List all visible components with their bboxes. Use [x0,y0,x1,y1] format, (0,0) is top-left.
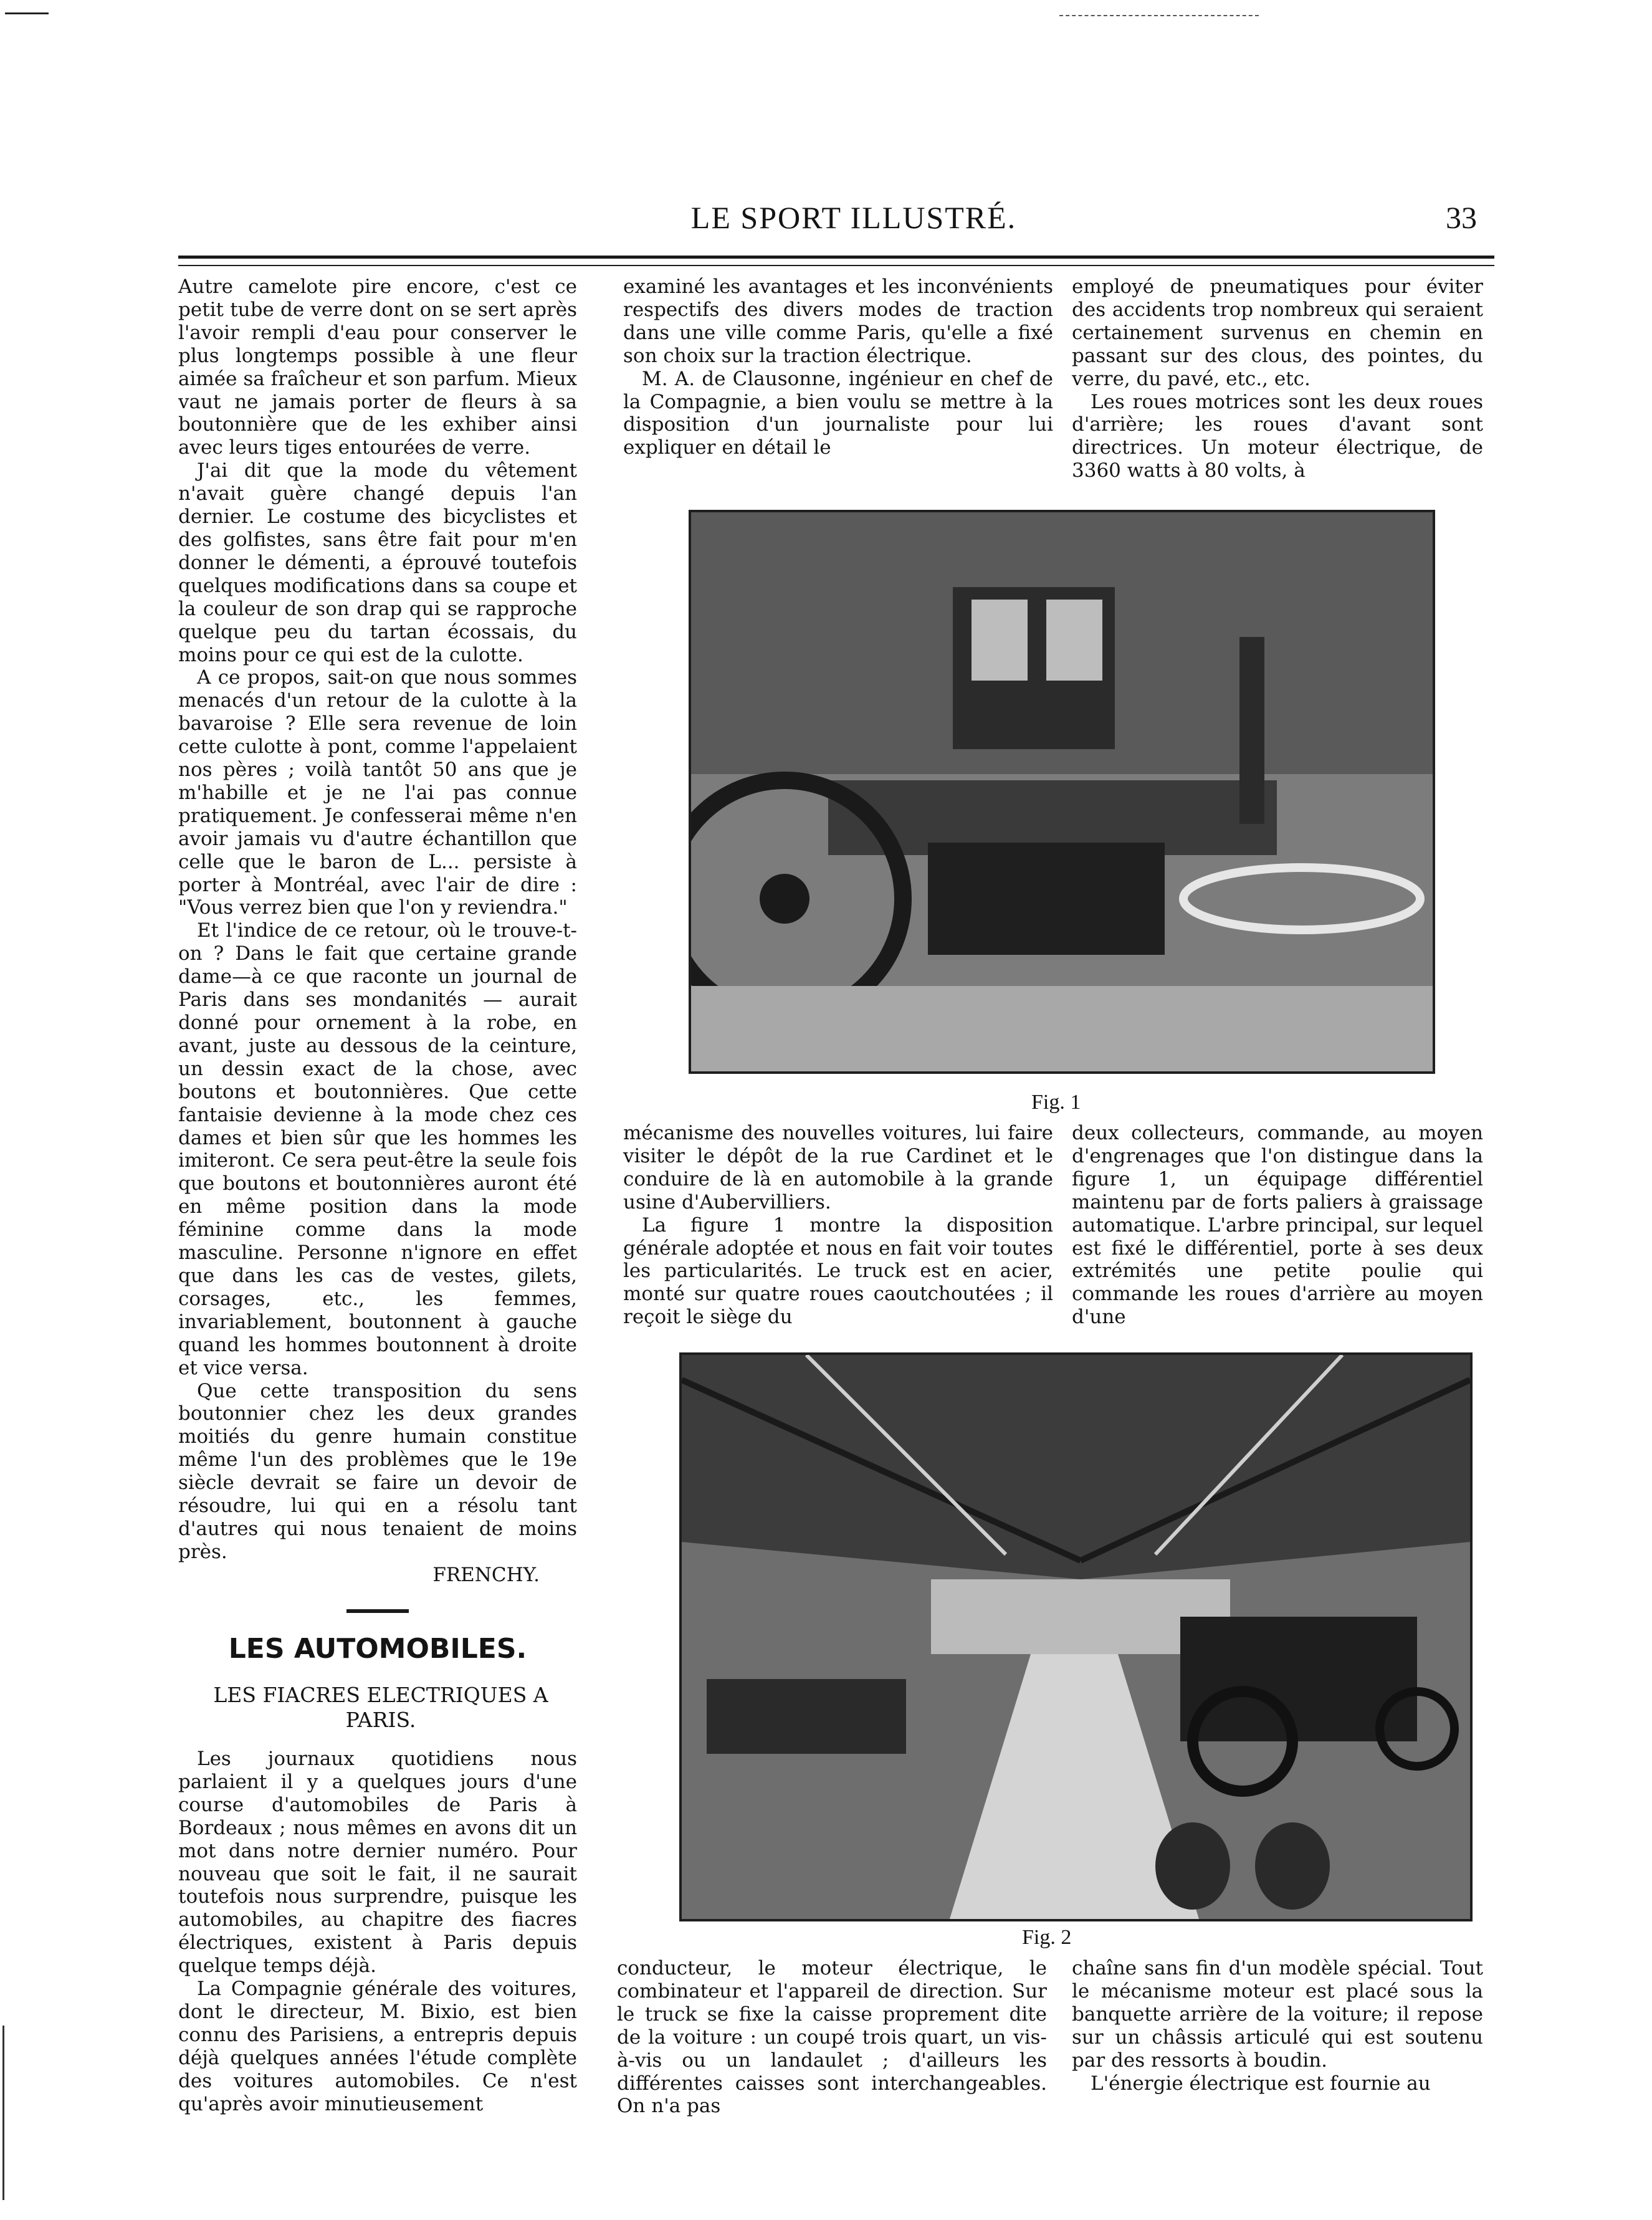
page-number: 33 [1446,200,1477,235]
column-mid-middle [623,1122,1053,1329]
section-subtitle: LES FIACRES ELECTRIQUES A PARIS. [213,1683,548,1732]
scan-mark-left-edge [2,2026,4,2200]
paragraph: La Compagnie générale des voitures, dont le directeur, M. Bixio, est bien connu des Parisiens, a entrepris depuis déjà quelques années l'étude complète des voitures automobiles. Ce n'est qu'après avoir minutieusement [178,1978,577,2115]
figure-2-image [679,1352,1473,1921]
paragraph: Les journaux quotidiens nous parlaient il y a quelques jours d'une course d'automobiles de Paris à Bordeaux ; nous mêmes en avons dit un mot dans notre dernier numéro. Pour nouveau que soit le fait, il ne saurait toutefois nous surprendre, puisque les automobiles, au chapitre des fiacres électriques, existent à Paris depuis quelque temps déjà. [178,1748,577,1978]
paragraph: chaîne sans fin d'un modèle spécial. Tout le mécanisme moteur est placé sous la banquette arrière de la voiture; il repose sur un châssis articulé qui est soutenu par des ressorts à boudin. [1072,1957,1483,2072]
section-divider [346,1609,409,1613]
column-right-top [1072,275,1483,482]
paragraph: employé de pneumatiques pour éviter des accidents trop nombreux qui seraient certainement survenus en chemin en passant sur des clous, des pointes, du verre, du pavé, etc., etc. [1072,275,1483,390]
paragraph: mécanisme des nouvelles voitures, lui faire visiter le dépôt de la rue Cardinet et le conduire de là en automobile à la grande usine d'Aubervilliers. [623,1122,1053,1213]
paragraph: conducteur, le moteur électrique, le combinateur et l'appareil de direction. Sur le truck se fixe la caisse proprement dite de la voiture : un coupé trois quart, un vis-à-vis ou un landaulet ; d'ailleurs les différentes caisses sont interchangeables. On n'a pas [617,1957,1047,2118]
scan-mark-top-left [5,12,49,14]
header-rule [178,256,1494,266]
paragraph: M. A. de Clausonne, ingénieur en chef de la Compagnie, a bien voulu se mettre à la disposition d'un journaliste pour lui expliquer en détail le [623,367,1053,459]
paragraph: deux collecteurs, commande, au moyen d'engrenages que l'on distingue dans la figure 1, un équipage différentiel maintenu par de forts paliers à graissage automatique. L'arbre principal, sur lequel est fixé le différentiel, porte à ses deux extrémités une petite poulie qui commande les roues d'arrière au moyen d'une [1072,1122,1483,1329]
paragraph: Que cette transposition du sens boutonnier chez les deux grandes moitiés du genre humain constitue même l'un des problèmes que le 19e siècle devrait se faire un devoir de résoudre, lui qui en a résolu tant d'autres qui nous tenaient de moins près. [178,1379,577,1563]
figure-1-caption: Fig. 1 [1031,1091,1081,1114]
paragraph: Autre camelote pire encore, c'est ce petit tube de verre dont on se sert après l'avoir rempli d'eau pour conserver le plus longtemps possible à une fleur aimée sa fraîcheur et son parfum. Mieux vaut ne jamais porter de fleurs à sa boutonnière que de les exhiber ainsi avec leurs tiges entourées de verre. [178,275,577,459]
paragraph: J'ai dit que la mode du vêtement n'avait guère changé depuis l'an dernier. Le costume des bicyclistes et des golfistes, sans être fait pour m'en donner le démenti, a éprouvé toutefois quelques modifications dans sa coupe et la couleur de son drap qui se rapproche quelque peu du tartan écossais, du moins pour ce qui est de la culotte. [178,459,577,666]
column-mid-top [623,275,1053,459]
column-right-bottom [1072,1957,1483,2095]
column-mid-bottom [617,1957,1047,2118]
section-title: LES AUTOMOBILES. [228,1633,527,1665]
paragraph: examiné les avantages et les inconvénients respectifs des divers modes de traction dans une ville comme Paris, qu'elle a fixé son choix sur la traction électrique. [623,275,1053,367]
running-header-title: LE SPORT ILLUSTRÉ. [690,200,1017,235]
column-right-middle [1072,1122,1483,1329]
paragraph: La figure 1 montre la disposition générale adoptée et nous en fait voir toutes les particularités. Le truck est en acier, monté sur quatre roues caoutchoutées ; il reçoit le siège du [623,1213,1053,1329]
paragraph: Les roues motrices sont les deux roues d'arrière; les roues d'avant sont directrices. Un moteur électrique, de 3360 watts à 80 volts, à [1072,390,1483,482]
electric-cab-chassis-illustration [691,512,1433,1071]
column-left-bottom [178,1748,577,2116]
column-left-top [178,275,577,1587]
scan-mark-top-right [1059,15,1259,16]
paragraph: A ce propos, sait-on que nous sommes menacés d'un retour de la culotte à la bavaroise ? Elle sera revenue de loin cette culotte à pont, comme l'appelaient nos pères ; voilà tantôt 50 ans que je m'habille et je ne l'ai pas connue pratiquement. Je confesserai même n'en avoir jamais vu d'autre échantillon que celle que le baron de L... persiste à porter à Montréal, avec l'air de dire : "Vous verrez bien que l'on y reviendra." [178,666,577,919]
figure-1-image [689,510,1435,1074]
paragraph: Et l'indice de ce retour, où le trouve-t-on ? Dans le fait que certaine grande dame—à ce que raconte un journal de Paris dans ses mondanités — aurait donné pour ornement à la robe, en avant, juste au dessous de la ceinture, un dessin exact de la chose, avec boutons et boutonnières. Que cette fantaisie devienne à la mode chez ces dames et bien sûr que les hommes les imiteront. Ce sera peut-être la seule fois que boutons et boutonnières auront été en même position dans la mode féminine comme dans la mode masculine. Personne n'ignore en effet que dans les cas de vestes, gilets, corsages, etc., les femmes, invariablement, boutonnent à gauche quand les hommes boutonnent à droite et vice versa. [178,919,577,1379]
figure-2-caption: Fig. 2 [1022,1926,1072,1949]
author-signature: FRENCHY. [432,1563,540,1586]
garage-depot-illustration [682,1355,1470,1919]
paragraph: L'énergie électrique est fournie au [1091,2072,1431,2095]
